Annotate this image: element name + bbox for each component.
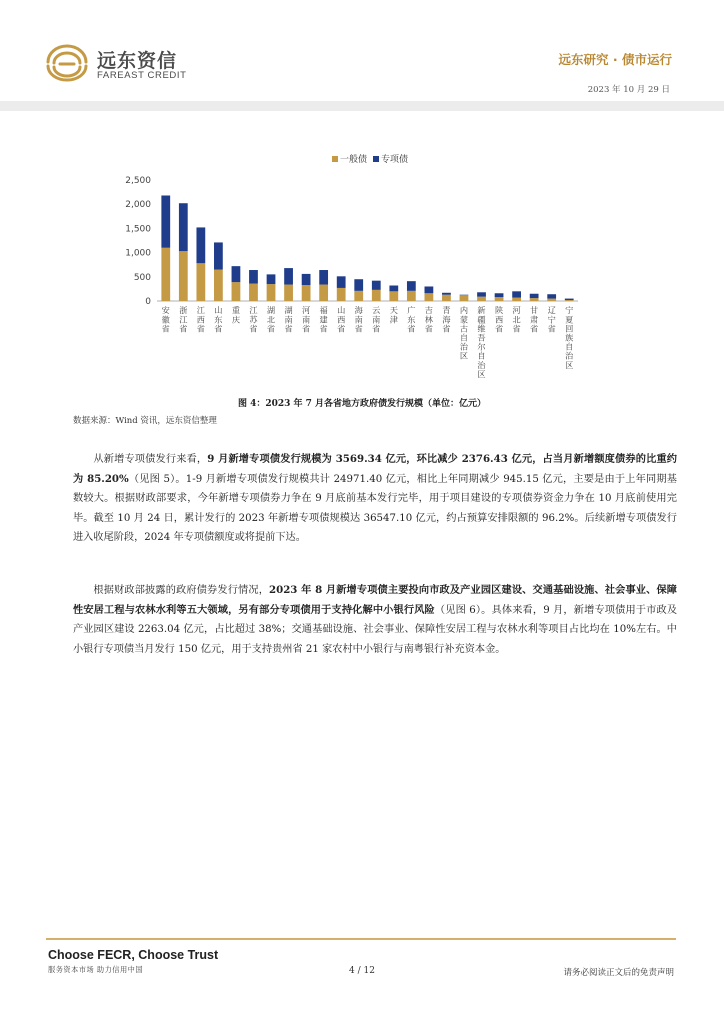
bar-special-bond: [407, 281, 416, 291]
x-tick-label: 新疆维吾尔自治区: [477, 305, 486, 379]
x-tick-label: 湖北省: [266, 305, 276, 334]
footer-disclaimer: 请务必阅读正文后的免责声明: [563, 968, 674, 978]
paragraph-special-bond-issuance: [73, 450, 677, 548]
bar-general-bond: [214, 270, 223, 301]
x-tick-label: 宁夏回族自治区: [565, 305, 574, 370]
y-tick-label: 1,500: [125, 224, 151, 235]
x-tick-label: 陕西省: [494, 305, 504, 334]
bar-special-bond: [425, 286, 434, 293]
report-date: 2023 年 10 月 29 日: [587, 85, 670, 95]
x-tick-label: 广东省: [407, 305, 416, 334]
bar-general-bond: [302, 285, 311, 301]
figure-caption: 图 4：2023 年 7 月各省地方政府债发行规模（单位：亿元）: [237, 399, 487, 409]
bar-general-bond: [530, 298, 539, 301]
bar-special-bond: [196, 227, 205, 263]
x-tick-label: 福建省: [319, 305, 328, 334]
bar-general-bond: [284, 285, 293, 301]
footer-slogan: 服务资本市场 助力信用中国: [48, 965, 144, 974]
bar-special-bond: [512, 291, 521, 297]
x-tick-label: 浙江省: [179, 305, 188, 334]
y-tick-label: 2,500: [125, 176, 151, 186]
page-number: 4 / 12: [349, 966, 375, 976]
x-tick-label: 重庆: [231, 305, 241, 325]
y-tick-label: 0: [145, 297, 151, 307]
x-tick-label: 甘肃省: [530, 305, 539, 334]
bar-special-bond: [477, 292, 486, 296]
fareast-logo-icon: [44, 42, 90, 82]
x-tick-label: 安徽省: [161, 305, 170, 334]
p1-rest: （见图 5）。1-9 月新增专项债发行规模共计 24971.40 亿元，相比上年同期减少 945.15 亿元，主要是由于上年同期基数较大。根据财政部要求，今年新增专项债券力争在 9 月底前基本发行完毕，用于项目建设的专项债券资金力争在 10 月底前使用完毕。截至 10 月 24 日，累计发行的 2023 年新增专项债规模达 36547.10 亿元，约占预算安排限额的 96.2%。后续新增专项债发行进入收尾阶段，2024 年专项债额度或将提前下达。: [73, 473, 677, 543]
x-tick-label: 江苏省: [249, 305, 258, 334]
bar-special-bond: [442, 293, 451, 295]
x-tick-label: 江西省: [196, 305, 205, 334]
x-tick-label: 山东省: [214, 305, 223, 334]
logo-chinese-name: 远东资信: [97, 50, 178, 72]
chart-plot-svg: [100, 140, 600, 385]
bar-general-bond: [512, 298, 521, 301]
p1-lead: 从新增专项债发行来看，: [93, 454, 208, 465]
p2-rest: （见图 6）。具体来看，9 月，新增专项债用于市政及产业园区建设 2263.04 亿元，占比超过 38%；交通基础设施、社会事业、保障性安居工程与农林水利等项目占比均在 10%左右。中小银行专项债当月发行 150 亿元，用于支持贵州省 21 家农村中小银行与南粤银行补充资本金。: [73, 604, 678, 655]
bar-special-bond: [267, 274, 276, 284]
bar-general-bond: [196, 263, 205, 301]
x-tick-label: 湖南省: [284, 305, 293, 334]
legend-label-general: 一般债: [340, 155, 368, 165]
bar-special-bond: [249, 270, 258, 284]
footer-rule: [46, 938, 676, 940]
bar-general-bond: [267, 284, 276, 301]
logo-english-name: FAREAST CREDIT: [97, 70, 187, 81]
bar-general-bond: [179, 251, 188, 301]
bar-general-bond: [161, 248, 170, 301]
bar-special-bond: [302, 274, 311, 285]
p2-lead: 根据财政部披露的政府债券发行情况，: [93, 585, 270, 596]
bar-special-bond: [495, 293, 504, 297]
page-header: [0, 0, 724, 112]
bar-general-bond: [565, 300, 574, 301]
y-tick-label: 2,000: [125, 200, 151, 211]
x-tick-label: 河南省: [301, 305, 311, 334]
x-tick-label: 吉林省: [424, 305, 434, 334]
x-tick-label: 青海省: [442, 305, 451, 334]
bar-special-bond: [179, 203, 188, 251]
bar-general-bond: [337, 288, 346, 301]
bar-special-bond: [284, 268, 293, 284]
bar-general-bond: [389, 291, 398, 301]
x-tick-label: 海南省: [354, 305, 363, 334]
y-tick-label: 1,000: [125, 248, 151, 259]
bar-special-bond: [214, 242, 223, 269]
x-tick-label: 内蒙古自治区: [459, 305, 469, 361]
bar-general-bond: [249, 284, 258, 301]
bar-special-bond: [319, 270, 328, 285]
bar-special-bond: [354, 279, 363, 291]
bar-general-bond: [354, 291, 363, 301]
figure-source: 数据来源：Wind 资讯，远东资信整理: [73, 416, 217, 426]
bar-general-bond: [547, 299, 556, 301]
bond-issuance-chart: [100, 140, 600, 385]
legend-label-special: 专项债: [381, 155, 409, 165]
bar-special-bond: [547, 294, 556, 298]
paragraph-special-bond-usage: [73, 581, 677, 659]
bar-special-bond: [232, 266, 241, 282]
bar-general-bond: [425, 293, 434, 301]
x-tick-label: 云南省: [372, 305, 381, 334]
bar-special-bond: [530, 294, 539, 298]
footer-brand: Choose FECR, Choose Trust: [48, 948, 219, 962]
p1-highlight: 9 月新增专项债发行规模为 3569.34 亿元，环比减少 2376.43 亿元，占当月新增额度债券的比重约为 85.20%: [73, 453, 677, 485]
x-tick-label: 天津: [389, 305, 398, 325]
bar-special-bond: [565, 299, 574, 300]
bar-general-bond: [477, 297, 486, 301]
bar-general-bond: [442, 295, 451, 301]
bar-special-bond: [161, 195, 170, 247]
bar-general-bond: [460, 295, 469, 301]
report-series-title: 远东研究 · 债市运行: [558, 52, 672, 67]
x-tick-label: 河北省: [512, 305, 521, 334]
header-band: [0, 101, 724, 111]
p2-highlight: 2023 年 8 月新增专项债主要投向市政及产业园区建设、交通基础设施、社会事业、保障性安居工程与农林水利等五大领域，另有部分专项债用于支持化解中小银行风险: [73, 584, 677, 616]
bar-special-bond: [372, 281, 381, 290]
bar-general-bond: [407, 291, 416, 301]
bar-general-bond: [232, 282, 241, 301]
y-tick-label: 500: [133, 272, 151, 283]
bar-special-bond: [337, 276, 346, 288]
bar-general-bond: [372, 290, 381, 301]
bar-special-bond: [389, 286, 398, 292]
x-tick-label: 辽宁省: [547, 305, 556, 334]
x-tick-label: 山西省: [337, 305, 346, 334]
bar-general-bond: [319, 285, 328, 301]
bar-general-bond: [495, 297, 504, 301]
